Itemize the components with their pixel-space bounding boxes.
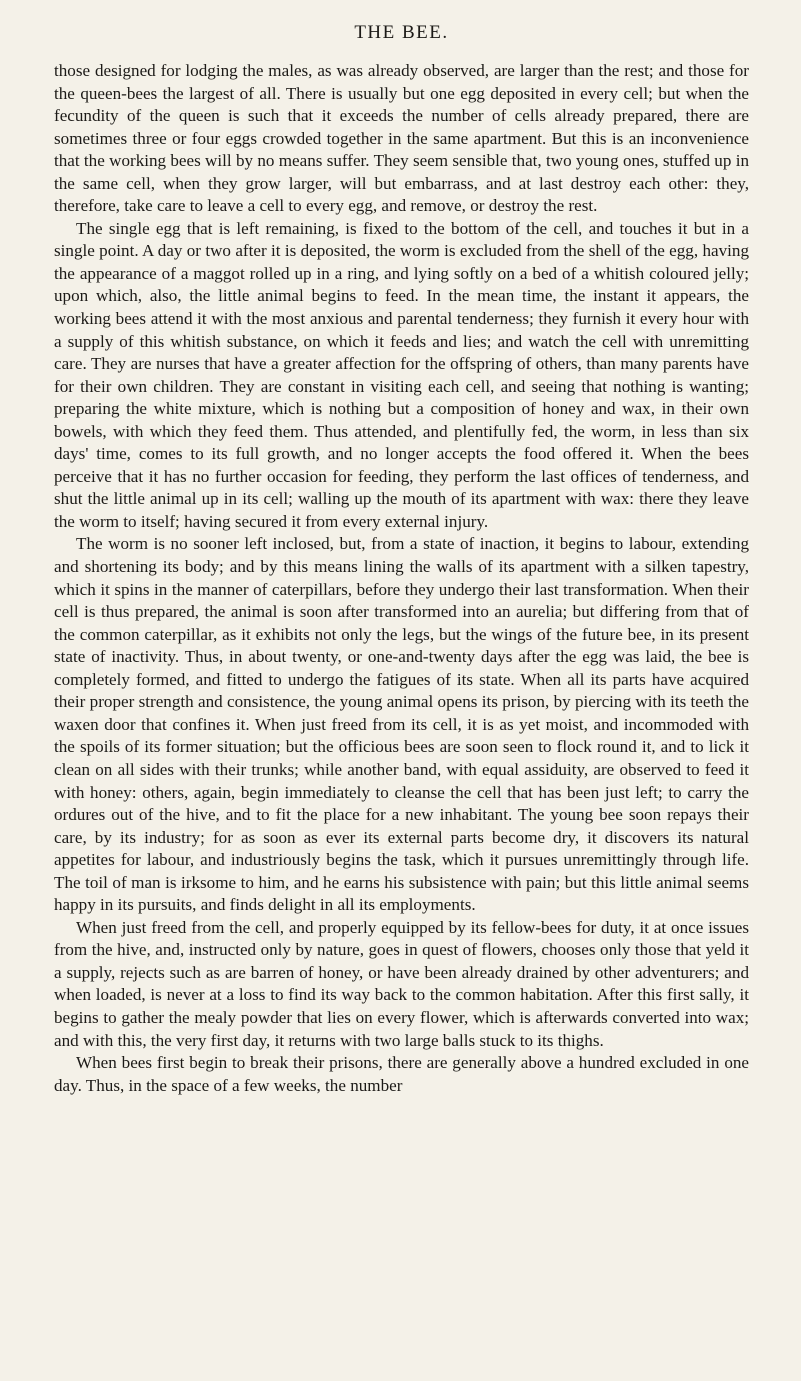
paragraph: The single egg that is left remaining, is fixed to the bottom of the cell, and touches it but in a single point. A day or two after it is deposited, the worm is excluded from the shell of the egg, having the appearance of a maggot rolled up in a ring, and lying softly on a bed of a whitish coloured jelly; upon which, also, the little animal begins to feed. In the mean time, the instant it appears, the working bees attend it with the most anxious and parental tenderness; they furnish it every hour with a supply of this whitish substance, on which it feeds and lies; and watch the cell with unremitting care. They are nurses that have a greater affection for the offspring of others, than many parents have for their own children. They are constant in visiting each cell, and seeing that nothing is wanting; preparing the white mixture, which is nothing but a composition of honey and wax, in their own bowels, with which they feed them. Thus attended, and plentifully fed, the worm, in less than six days' time, comes to its full growth, and no longer accepts the food offered it. When the bees perceive that it has no further occasion for feeding, they perform the last offices of tenderness, and shut the little animal up in its cell; walling up the mouth of its apartment with wax: there they leave the worm to itself; having secured it from every external injury. [54, 218, 749, 531]
paragraph: The worm is no sooner left inclosed, but, from a state of inaction, it begins to labour, extending and shortening its body; and by this means lining the walls of its apartment with a silken tapestry, which it spins in the manner of caterpillars, before they undergo their last transformation. When their cell is thus prepared, the animal is soon after transformed into an aurelia; but differing from that of the common caterpillar, as it exhibits not only the legs, but the wings of the future bee, in its present state of inactivity. Thus, in about twenty, or one-and-twenty days after the egg was laid, the bee is completely formed, and fitted to undergo the fatigues of its state. When all its parts have acquired their proper strength and consistence, the young animal opens its prison, by piercing with its teeth the waxen door that confines it. When just freed from its cell, it is as yet moist, and incommoded with the spoils of its former situation; but the officious bees are soon seen to flock round it, and to lick it clean on all sides with their trunks; while another band, with equal assiduity, are observed to feed it with honey: others, again, begin immediately to cleanse the cell that has been just left; to carry the ordures out of the hive, and to fit the place for a new inhabitant. The young bee soon repays their care, by its industry; for as soon as ever its external parts become dry, it discovers its natural appetites for labour, and industriously begins the task, which it pursues unremittingly through life. The toil of man is irksome to him, and he earns his subsistence with pain; but this little animal seems happy in its pursuits, and finds delight in all its employments. [54, 534, 749, 915]
body-text [54, 60, 749, 1097]
paragraph: those designed for lodging the males, as was already observed, are larger than the rest; and those for the queen-bees the largest of all. There is usually but one egg deposited in every cell; but when the fecundity of the queen is such that it exceeds the number of cells already prepared, there are sometimes three or four eggs crowded together in the same apartment. But this is an inconvenience that the working bees will by no means suffer. They seem sensible that, two young ones, stuffed up in the same cell, when they grow larger, will but embarrass, and at last destroy each other: they, therefore, take care to leave a cell to every egg, and remove, or destroy the rest. [54, 61, 749, 216]
running-head: THE BEE. [354, 22, 449, 43]
paragraph: When just freed from the cell, and properly equipped by its fellow-bees for duty, it at once issues from the hive, and, instructed only by nature, goes in quest of flowers, chooses only those that yeld it a supply, rejects such as are barren of honey, or have been already drained by other adventurers; and when loaded, is never at a loss to find its way back to the common habitation. After this first sally, it begins to gather the mealy powder that lies on every flower, which is afterwards converted into wax; and with this, the very first day, it returns with two large balls stuck to its thighs. [54, 917, 749, 1050]
paragraph: When bees first begin to break their prisons, there are generally above a hundred excluded in one day. Thus, in the space of a few weeks, the number [54, 1053, 749, 1095]
